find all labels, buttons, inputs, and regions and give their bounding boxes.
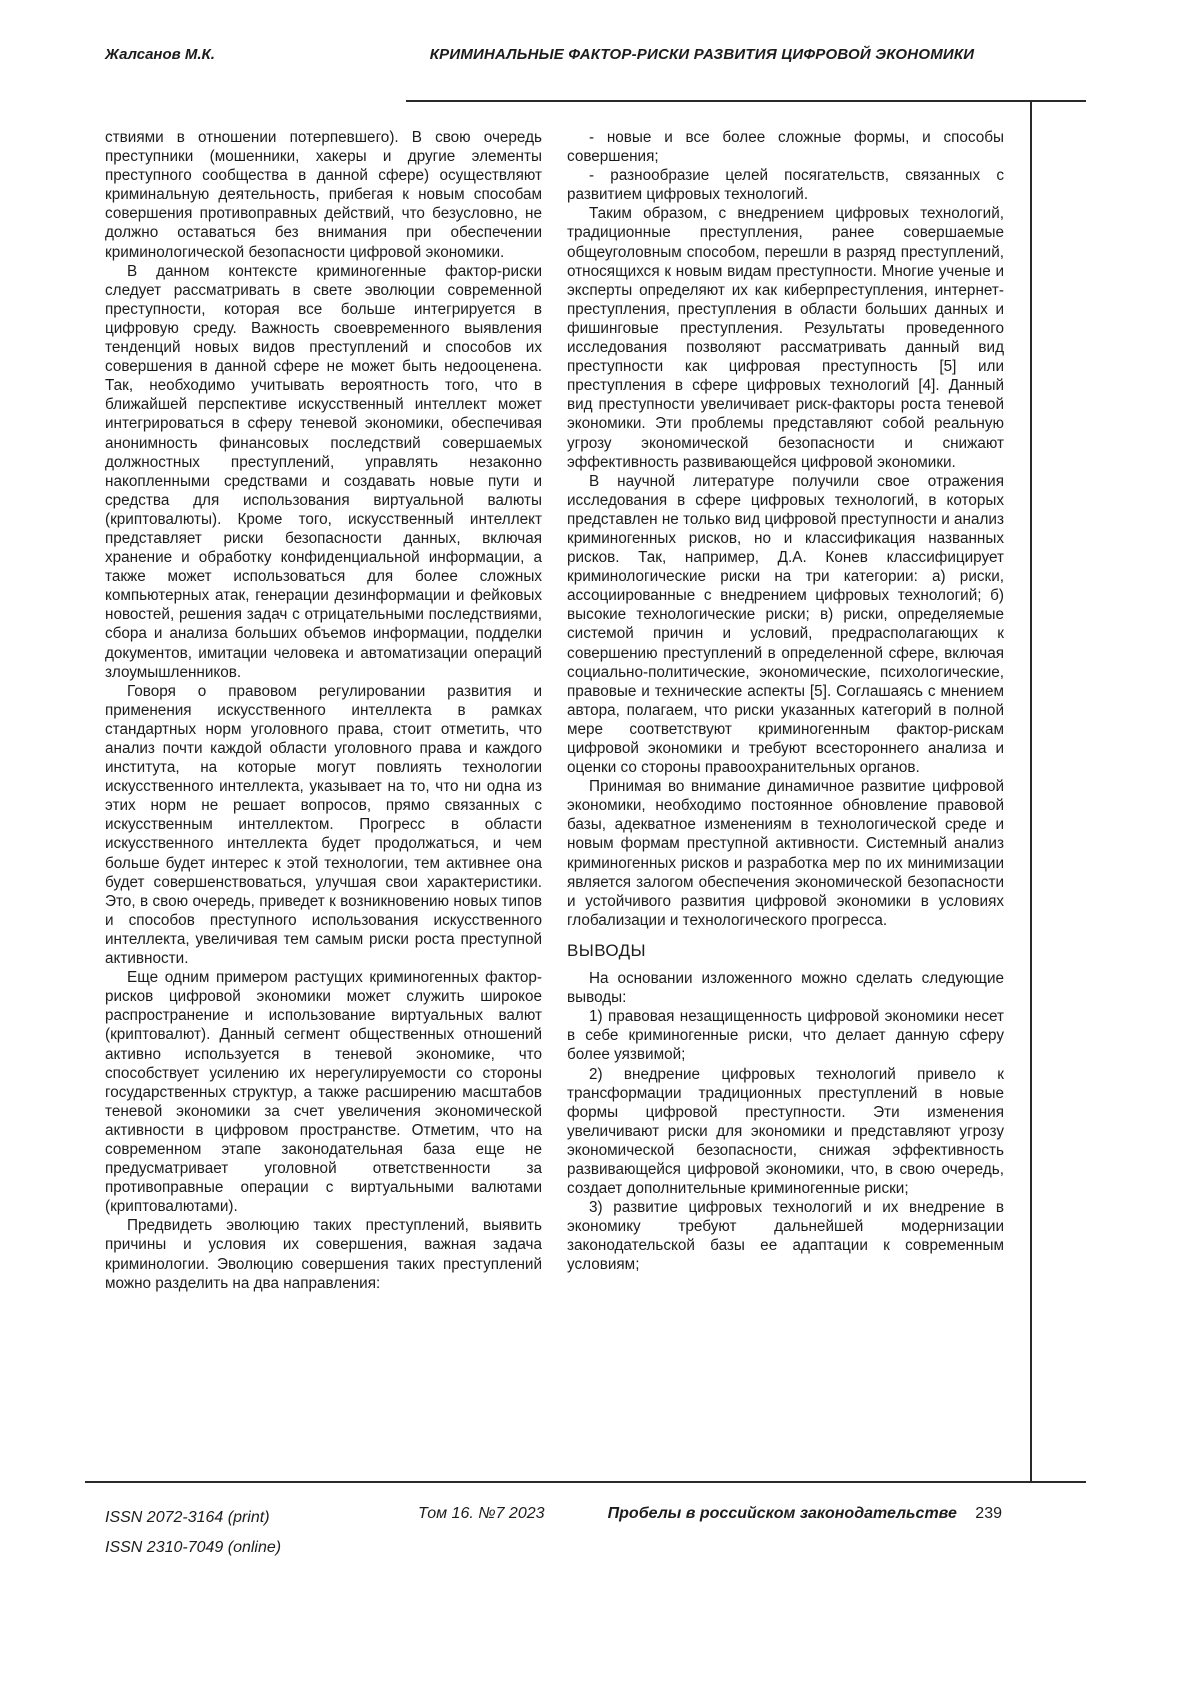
- footer-issue: Том 16. №7 2023: [418, 1505, 545, 1522]
- left-column: [105, 128, 542, 1293]
- paragraph: На основании изложенного можно сделать следующие выводы:: [567, 970, 1004, 1007]
- paragraph: В научной литературе получили свое отражения исследования в сфере цифровых технологий, в которых представлен не только вид цифровой преступности и анализ криминогенных рисков, но и классификация названных рисков. Так, например, Д.А. Конев классифицирует криминологические риски на три категории: а) риски, ассоциированные с внедрением цифровых технологий; б) высокие технологические риски; в) риски, определяемые системой причин и условий, предрасполагающих к совершению преступлений в определенной сфере, включая социально-политические, экономические, психологические, правовые и технические аспекты [5]. Соглашаясь с мнением автора, полагаем, что риски указанных категорий в полной мере соответствуют криминогенным фактор-рискам цифровой экономики и требуют всестороннего анализа и оценки со стороны правоохранительных органов.: [567, 472, 1004, 777]
- paragraph: ствиями в отношении потерпевшего). В свою очередь преступники (мошенники, хакеры и другие элементы преступного сообщества в данной сфере) осуществляют криминальную деятельность, прибегая к новым способам совершения противоправных действий, что безусловно, не должно оставаться без внимания при обеспечении криминологической безопасности цифровой экономики.: [105, 129, 542, 261]
- right-column: [567, 128, 1004, 1275]
- paragraph: Принимая во внимание динамичное развитие цифровой экономики, необходимо постоянное обновление правовой базы, адекватное изменениям в технологической среде и новым формам преступной активности. Системный анализ криминогенных рисков и разработка мер по их минимизации является залогом обеспечения экономической безопасности и устойчивого развития цифровой экономики в условиях глобализации и технологического прогресса.: [567, 778, 1004, 929]
- issn-online: ISSN 2310-7049 (online): [105, 1539, 282, 1556]
- paragraph: Предвидеть эволюцию таких преступлений, выявить причины и условия их совершения, важная задача криминологии. Эволюцию совершения таких преступлений можно разделить на два направления:: [105, 1217, 542, 1292]
- footer-rule: [85, 1481, 1086, 1483]
- conclusion-item: 1) правовая незащищенность цифровой экономики несет в себе криминогенные риски, что делает данную сферу более уязвимой;: [567, 1008, 1004, 1064]
- footer-journal-block: [608, 1503, 1002, 1525]
- list-item-paragraph: - новые и все более сложные формы, и способы совершения;: [567, 129, 1004, 166]
- paragraph: В данном контексте криминогенные фактор-риски следует рассматривать в свете эволюции современной преступности, которая все больше интегрируется в цифровую среду. Важность своевременного выявления тенденций новых видов преступлений и способов их совершения в данной сфере не может быть недооценена. Так, необходимо учитывать вероятность того, что в ближайшей перспективе искусственный интеллект может интегрироваться в сферу теневой экономики, обеспечивая анонимность финансовых последствий совершаемых должностных преступлений, управлять незаконно накопленными средствами и создавать новые пути и средства для использования виртуальной валюты (криптовалюты). Кроме того, искусственный интеллект представляет риски безопасности данных, включая хранение и обработку конфиденциальной информации, а также может использоваться для более сложных компьютерных атак, генерации дезинформации и фейковых новостей, решения задач с отрицательными последствиями, сбора и анализа больших объемов информации, подделки документов, имитации человека и автоматизации операций злоумышленников.: [105, 262, 542, 681]
- footer-issn-block: [105, 1503, 281, 1563]
- header-rule: [406, 100, 1086, 102]
- paragraph: Говоря о правовом регулировании развития и применения искусственного интеллекта в рамках стандартных норм уголовного права, стоит отметить, что анализ почти каждой области уголовного права и каждого института, на которые могут повлиять технологии искусственного интеллекта, указывает на то, что ни одна из этих норм не решает вопросов, прямо связанных с искусственным интеллектом. Прогресс в области искусственного интеллекта будет продолжаться, и чем больше будет интерес к этой технологии, тем активнее она будет совершенствоваться, улучшая свои характеристики. Это, в свою очередь, приведет к возникновению новых типов и способов преступного использования искусственного интеллекта, увеличивая тем самым риски роста преступной активности.: [105, 682, 542, 968]
- issn-print: ISSN 2072-3164 (print): [105, 1509, 270, 1526]
- paragraph: Таким образом, с внедрением цифровых технологий, традиционные преступления, ранее совершаемые общеуголовным способом, перешли в разряд преступлений, относящихся к новым видам преступности. Многие ученые и эксперты определяют их как киберпреступления, интернет-преступления, преступления в области больших данных и фишинговые преступления. Результаты проведенного исследования позволяют рассматривать данный вид преступности как цифровая преступность [5] или преступления в сфере цифровых технологий [4]. Данный вид преступности увеличивает риск-факторы роста теневой экономики. Эти проблемы представляют собой реальную угрозу экономической безопасности и снижают эффективность развивающейся цифровой экономики.: [567, 205, 1004, 471]
- right-margin-rule: [1030, 100, 1032, 1482]
- conclusion-item: 2) внедрение цифровых технологий привело к трансформации традиционных преступлений в новые формы цифровой преступности. Эти изменения увеличивают риски для экономики и представляют угрозу экономической безопасности, снижая эффективность развивающейся цифровой экономики, что, в свою очередь, создает дополнительные криминогенные риски;: [567, 1065, 1004, 1198]
- list-item-paragraph: - разнообразие целей посягательств, связанных с развитием цифровых технологий.: [567, 167, 1004, 204]
- paragraph: Еще одним примером растущих криминогенных фактор-рисков цифровой экономики может служить широкое распространение и использование виртуальных валют (криптовалют). Данный сегмент общественных отношений активно используется в теневой экономике, что способствует усилению их нерегулируемости со стороны государственных структур, а также расширению масштабов теневой экономики за счет увеличения экономической активности в цифровом пространстве. Отметим, что на современном этапе законодательная база еще не предусматривает уголовной ответственности за противоправные операции с виртуальными валютами (криптовалютами).: [105, 969, 542, 1216]
- author-name: Жалсанов М.К.: [105, 46, 215, 63]
- conclusion-item: 3) развитие цифровых технологий и их внедрение в экономику требуют дальнейшей модернизации законодательской базы ее адаптации к современным условиям;: [567, 1199, 1004, 1274]
- page-number: 239: [975, 1505, 1002, 1522]
- section-heading-conclusions: ВЫВОДЫ: [567, 940, 646, 960]
- article-running-title: КРИМИНАЛЬНЫЕ ФАКТОР-РИСКИ РАЗВИТИЯ ЦИФРОВОЙ ЭКОНОМИКИ: [429, 46, 975, 63]
- journal-title: Пробелы в российском законодательстве: [607, 1505, 957, 1522]
